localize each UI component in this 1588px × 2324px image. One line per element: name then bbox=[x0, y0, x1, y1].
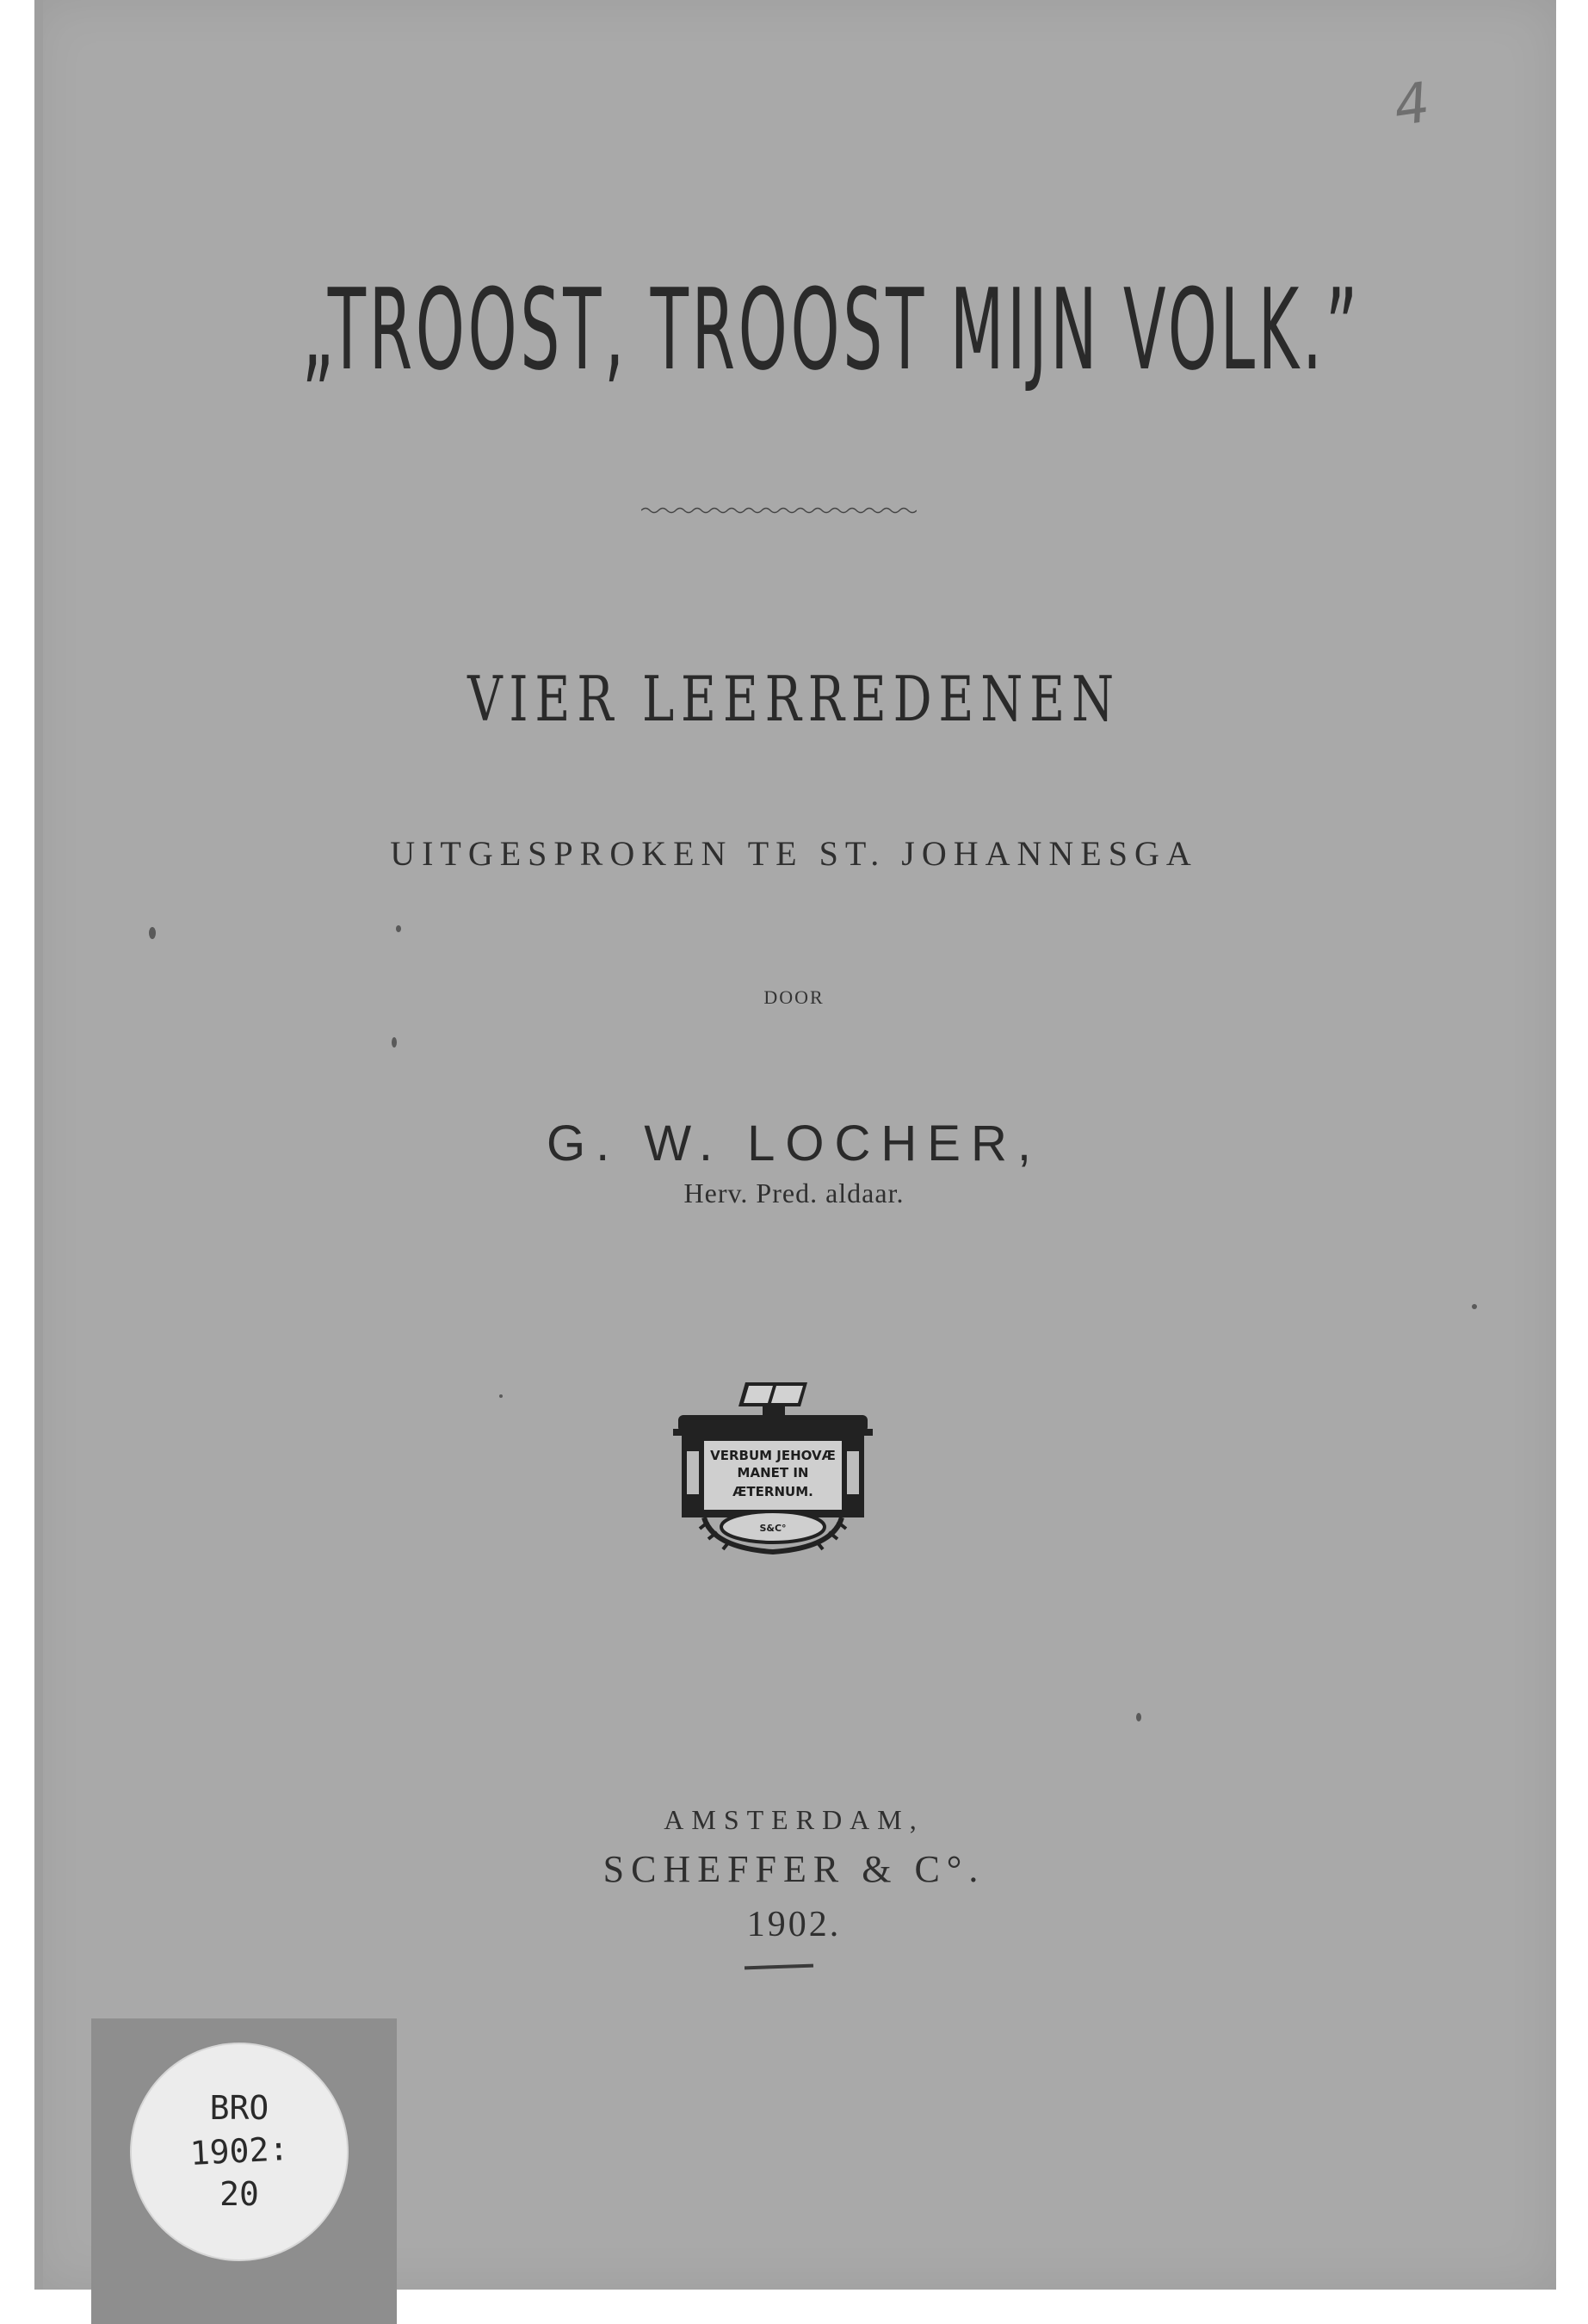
emblem-monogram: S&C° bbox=[759, 1523, 787, 1534]
ornament-rule bbox=[641, 505, 917, 516]
pencil-mark: 4 bbox=[1390, 71, 1434, 139]
emblem-line1: VERBUM JEHOVÆ bbox=[710, 1448, 836, 1463]
library-label-line1: BRO bbox=[209, 2089, 269, 2127]
author-name: G. W. LOCHER, bbox=[547, 1116, 1041, 1171]
by-line: DOOR bbox=[763, 986, 825, 1008]
author-role: Herv. Pred. aldaar. bbox=[683, 1177, 905, 1208]
paper-speck bbox=[392, 1037, 397, 1048]
library-label-line3: 20 bbox=[219, 2175, 259, 2213]
imprint-city: AMSTERDAM, bbox=[664, 1804, 924, 1835]
publisher-emblem bbox=[670, 1375, 876, 1556]
book-title: „TROOST, TROOST MIJN VOLK.” bbox=[301, 264, 1362, 395]
paper-speck bbox=[1136, 1713, 1141, 1721]
paper-speck bbox=[149, 927, 156, 939]
emblem-line3: ÆTERNUM. bbox=[732, 1484, 813, 1499]
ornament-wave bbox=[641, 509, 917, 513]
imprint-publisher: SCHEFFER & C°. bbox=[602, 1848, 986, 1890]
paper-speck bbox=[396, 925, 401, 932]
paper-speck bbox=[499, 1394, 503, 1398]
subtitle-line: UITGESPROKEN TE ST. JOHANNESGA bbox=[390, 834, 1198, 873]
book-subtitle: VIER LEERREDENEN bbox=[467, 663, 1121, 735]
emblem-line2: MANET IN bbox=[737, 1465, 809, 1480]
imprint-year: 1902. bbox=[746, 1905, 842, 1944]
paper-speck bbox=[1472, 1304, 1477, 1309]
library-label-line2: 1902: bbox=[188, 2129, 290, 2173]
